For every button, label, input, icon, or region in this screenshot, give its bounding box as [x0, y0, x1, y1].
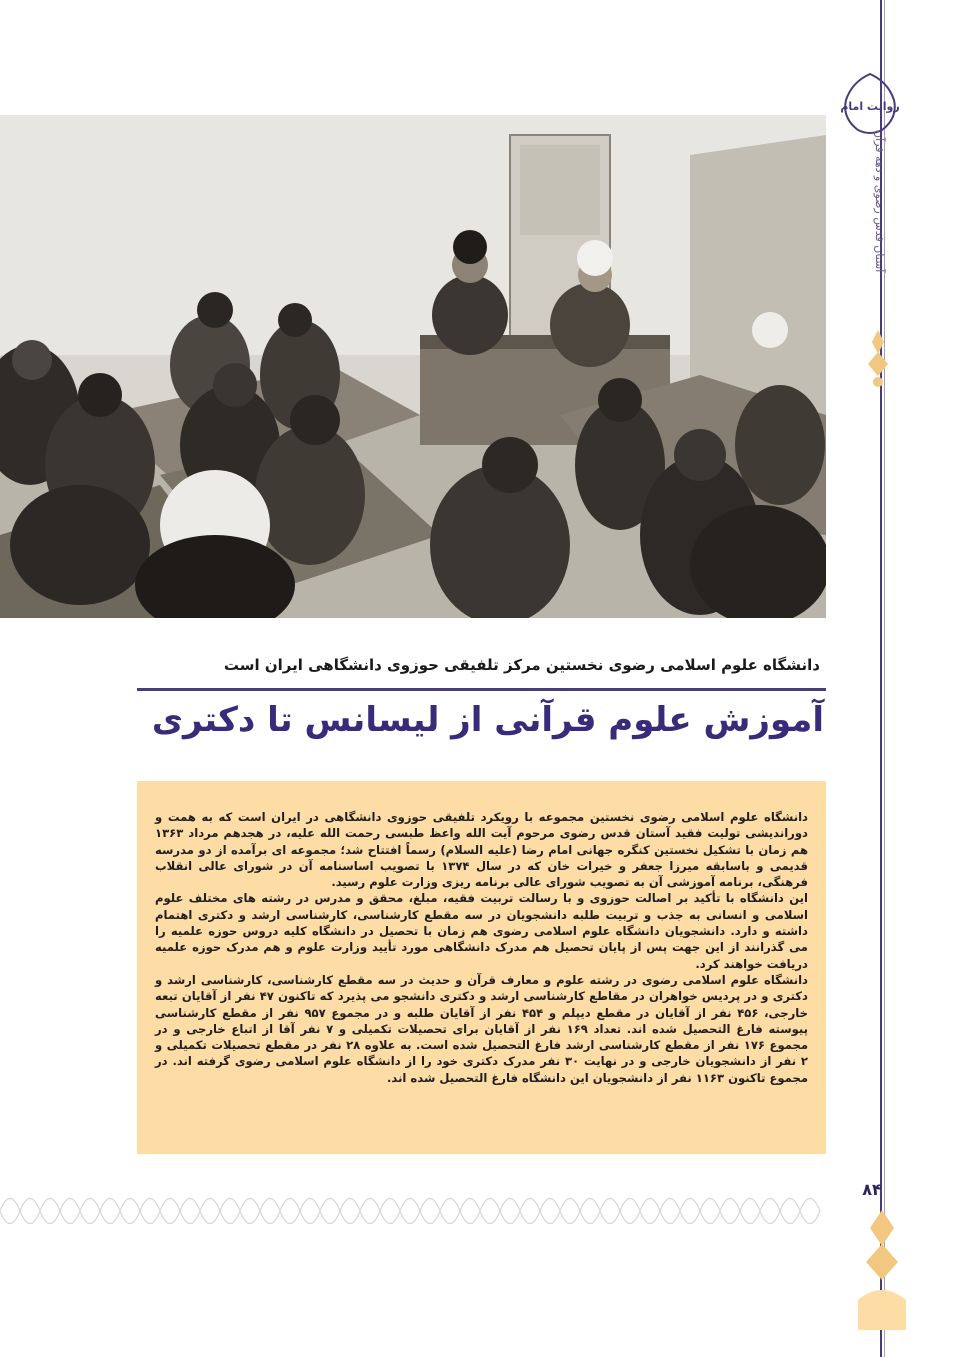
classroom-photo-illustration: [0, 115, 826, 618]
article-subtitle: دانشگاه علوم اسلامی رضوی نخستین مرکز تلفیقی حوزوی دانشگاهی ایران است: [223, 656, 820, 674]
decorative-pattern: [0, 1180, 826, 1242]
side-label: آستان قدس رضوی و دهه قرآن: [873, 130, 886, 273]
side-band: [828, 0, 966, 1357]
article-body-box: [137, 781, 826, 1154]
body-paragraph-3: دانشگاه علوم اسلامی رضوی در رشته علوم و معارف قرآن و حدیث در سه مقطع کارشناسی، کارشناسی ارشد و دکتری و در پردیس خواهران در مقاطع کارشناسی ارشد و دکتری دانشجو می پذیرد که تاکنون ۴۷ نفر از آقایان تبعه خارجی، ۴۵۶ نفر از آقایان در مقطع دیپلم و ۴۵۴ نفر از آقایان طلبه و در مجموع ۹۵۷ نفر از مقطع کارشناسی پیوسته فارغ التحصیل شده اند. تعداد ۱۶۹ نفر از آقایان برای تحصیلات تکمیلی و ۷ نفر آقا از اتباع خارجی و در مجموع ۱۷۶ نفر از مقطع کارشناسی ارشد فارغ التحصیل شده است. به علاوه ۲۸ نفر در مقطع تحصیلات تکمیلی و ۲ نفر از دانشجویان خارجی و در نهایت ۳۰ نفر مدرک دکتری خود را از دانشگاه علوم اسلامی رضوی گرفته اند. در مجموع تاکنون ۱۱۶۳ نفر از دانشجویان این دانشگاه فارغ التحصیل شده اند.: [155, 972, 809, 1085]
ornament-bottom-icon: [842, 1210, 922, 1330]
logo-emblem-icon: [838, 72, 902, 136]
logo-text: روایت امام: [840, 100, 900, 113]
ornament-top-icon: [858, 330, 898, 390]
page-number: ۸۴: [862, 1180, 882, 1199]
historical-photo: [0, 115, 826, 618]
article-title: آموزش علوم قرآنی از لیسانس تا دکتری: [151, 700, 824, 740]
body-paragraph-1: دانشگاه علوم اسلامی رضوی نخستین مجموعه با رویکرد تلفیقی حوزوی دانشگاهی در ایران است که به همت و دوراندیشی تولیت فقید آستان قدس رضوی مرحوم آیت الله واعظ طبسی رحمت الله علیه، در هجدهم مرداد ۱۳۶۳ هم زمان با تشکیل نخستین کنگره جهانی امام رضا (علیه السلام) رسماً افتتاح شد؛ مجموعه ای برآمده از دو مدرسه قدیمی و باسابقه میرزا جعفر و خیرات خان که در سال ۱۳۷۴ با تصویب اساسنامه آن در شورای عالی انقلاب فرهنگی، برنامه آموزشی آن به تصویب شورای عالی برنامه ریزی وزارت علوم رسید.: [155, 810, 808, 890]
body-paragraph-2: این دانشگاه با تأکید بر اصالت حوزوی و با رسالت تربیت فقیه، مبلغ، محقق و مدرس در رشته های مختلف علوم اسلامی و انسانی به جذب و تربیت طلبه دانشجویان در سه مقطع کارشناسی، کارشناسی ارشد و دکتری اهتمام داشته و دارد. دانشجویان دانشگاه علوم اسلامی رضوی هم زمان با تحصیل در دانشگاه کلیه دروس حوزه علمیه را می گذرانند از این جهت پس از پایان تحصیل هم مدرک دانشگاهی مورد تأیید وزارت علوم و هم مدرک حوزه علمیه دریافت خواهند کرد.: [155, 891, 808, 971]
article-body: [155, 809, 808, 1086]
title-divider: [137, 688, 826, 691]
